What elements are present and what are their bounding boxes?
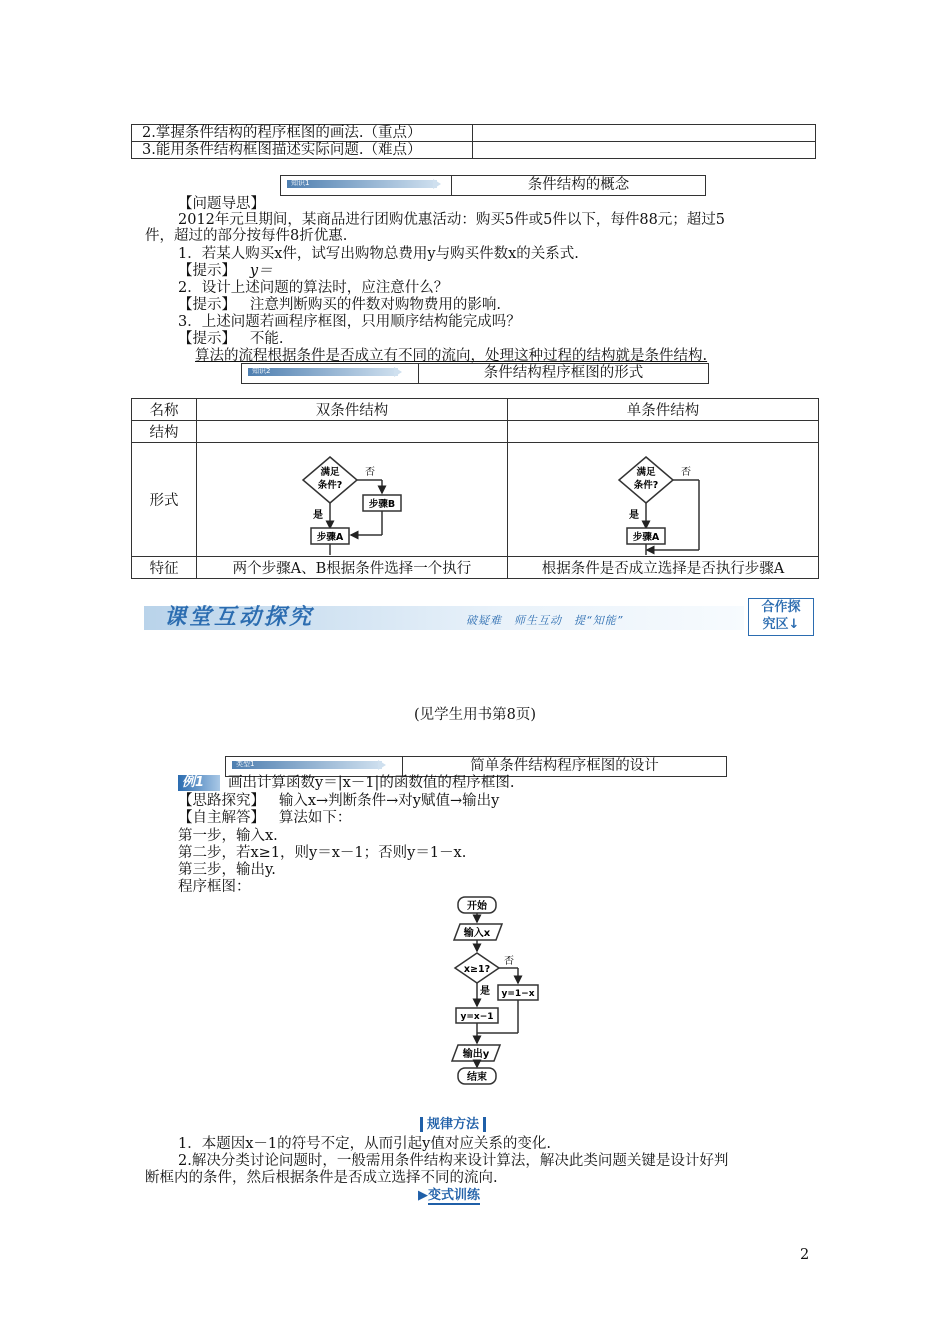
section-title: 条件结构的概念 xyxy=(527,177,630,193)
step-1: 第一步，输入x. xyxy=(178,828,278,844)
page-number: 2 xyxy=(800,1247,810,1263)
example-text: 画出计算函数y＝|x－1|的函数值的程序框图. xyxy=(228,775,515,791)
double-flowchart-cell xyxy=(197,443,508,557)
single-flowchart-cell xyxy=(508,443,819,557)
section-banner xyxy=(144,598,816,636)
down-arrow-icon: ↓ xyxy=(788,617,800,632)
condition-node: x≥1? xyxy=(463,964,491,975)
input-node: 输入x xyxy=(463,928,491,939)
hint-2: 【提示】 注意判断购买的件数对购物费用的影响. xyxy=(178,297,501,313)
row-structure: 结构 xyxy=(132,421,197,443)
solve: 【自主解答】 算法如下： xyxy=(178,810,352,826)
section-header-design xyxy=(225,756,727,777)
header-name: 名称 xyxy=(132,399,197,421)
question-1: 1．若某人购买x件，试写出购物总费用y与购买件数x的关系式. xyxy=(178,246,579,262)
yes-label: 是 xyxy=(629,510,639,521)
step-b: 步骤B xyxy=(368,499,396,510)
book-reference: (见学生用书第8页) xyxy=(414,707,537,723)
end-node: 结束 xyxy=(467,1072,487,1083)
cond-text: 条件? xyxy=(633,480,659,491)
question-2: 2．设计上述问题的算法时，应注意什么？ xyxy=(178,280,449,296)
cond-text: 条件? xyxy=(317,480,343,491)
yes-label: 是 xyxy=(480,986,490,997)
yes-label: 是 xyxy=(313,510,323,521)
cond-text: 满足 xyxy=(320,467,340,478)
cond-text: 满足 xyxy=(636,467,656,478)
example-badge: 例1 xyxy=(178,775,220,791)
question-3: 3．上述问题若画程序框图，只用顺序结构能完成吗？ xyxy=(178,314,521,330)
hint-3: 【提示】 不能. xyxy=(178,331,284,347)
banner-slogan: 破疑难 师生互动 提“知能” xyxy=(466,614,624,627)
output-node: 输出y xyxy=(462,1049,490,1060)
chart-label: 程序框图： xyxy=(178,879,251,895)
step-a: 步骤A xyxy=(316,532,344,543)
objectives-table xyxy=(131,124,816,159)
lead-label: 【问题导思】 xyxy=(178,196,265,212)
no-label: 否 xyxy=(365,467,375,478)
paragraph: 件，超过的部分按每件8折优惠. xyxy=(145,228,348,244)
cooperation-badge: 合作探 究区↓ xyxy=(748,598,814,636)
section-title: 条件结构程序框图的形式 xyxy=(483,365,644,381)
double-branch-flowchart xyxy=(297,455,417,555)
method-point-2: 2.解决分类讨论问题时，一般需用条件结构来设计算法，解决此类问题关键是设计好判 xyxy=(178,1153,729,1169)
single-branch-flowchart xyxy=(613,455,733,555)
step-a: 步骤A xyxy=(632,532,660,543)
type-tag: 类型1 xyxy=(226,757,403,776)
banner-title: 课堂互动探究 xyxy=(164,605,315,630)
hint-1: 【提示】 y＝ xyxy=(178,263,273,279)
idea: 【思路探究】 输入x→判断条件→对y赋值→输出y xyxy=(178,793,500,809)
section-title: 简单条件结构程序框图的设计 xyxy=(470,758,659,774)
objective-row: 2.掌握条件结构的程序框图的画法.（重点） xyxy=(132,125,473,142)
play-icon: ▶ xyxy=(418,1188,428,1203)
method-label: 规律方法 xyxy=(420,1117,486,1132)
section-header-concept xyxy=(280,175,706,196)
feature-double: 两个步骤A、B根据条件选择一个执行 xyxy=(197,557,508,579)
section-header-form xyxy=(241,363,709,384)
objective-row: 3.能用条件结构框图描述实际问题.（难点） xyxy=(132,142,473,159)
no-label: 否 xyxy=(681,467,691,478)
practice-label: ▶变式训练 xyxy=(418,1188,481,1203)
summary: 算法的流程根据条件是否成立有不同的流向，处理这种过程的结构就是条件结构. xyxy=(195,348,708,364)
paragraph: 2012年元旦期间，某商品进行团购优惠活动：购买5件或5件以下，每件88元；超过5 xyxy=(178,212,726,228)
knowledge-tag: 知识1 xyxy=(281,176,452,195)
structure-table xyxy=(131,398,819,579)
row-feature: 特征 xyxy=(132,557,197,579)
header-single: 单条件结构 xyxy=(508,399,819,421)
program-flowchart xyxy=(440,893,560,1085)
start-node: 开始 xyxy=(467,901,487,912)
header-double: 双条件结构 xyxy=(197,399,508,421)
knowledge-tag: 知识2 xyxy=(242,364,419,383)
no-branch-node: y=1−x xyxy=(501,989,535,999)
step-3: 第三步，输出y. xyxy=(178,862,276,878)
step-2: 第二步，若x≥1，则y＝x－1；否则y＝1－x. xyxy=(178,845,467,861)
method-point-1: 1．本题因x－1的符号不定，从而引起y值对应关系的变化. xyxy=(178,1136,551,1152)
method-point-2b: 断框内的条件，然后根据条件是否成立选择不同的流向. xyxy=(145,1170,498,1186)
feature-single: 根据条件是否成立选择是否执行步骤A xyxy=(508,557,819,579)
yes-branch-node: y=x−1 xyxy=(460,1012,494,1022)
no-label: 否 xyxy=(504,956,514,967)
row-form: 形式 xyxy=(132,443,197,557)
